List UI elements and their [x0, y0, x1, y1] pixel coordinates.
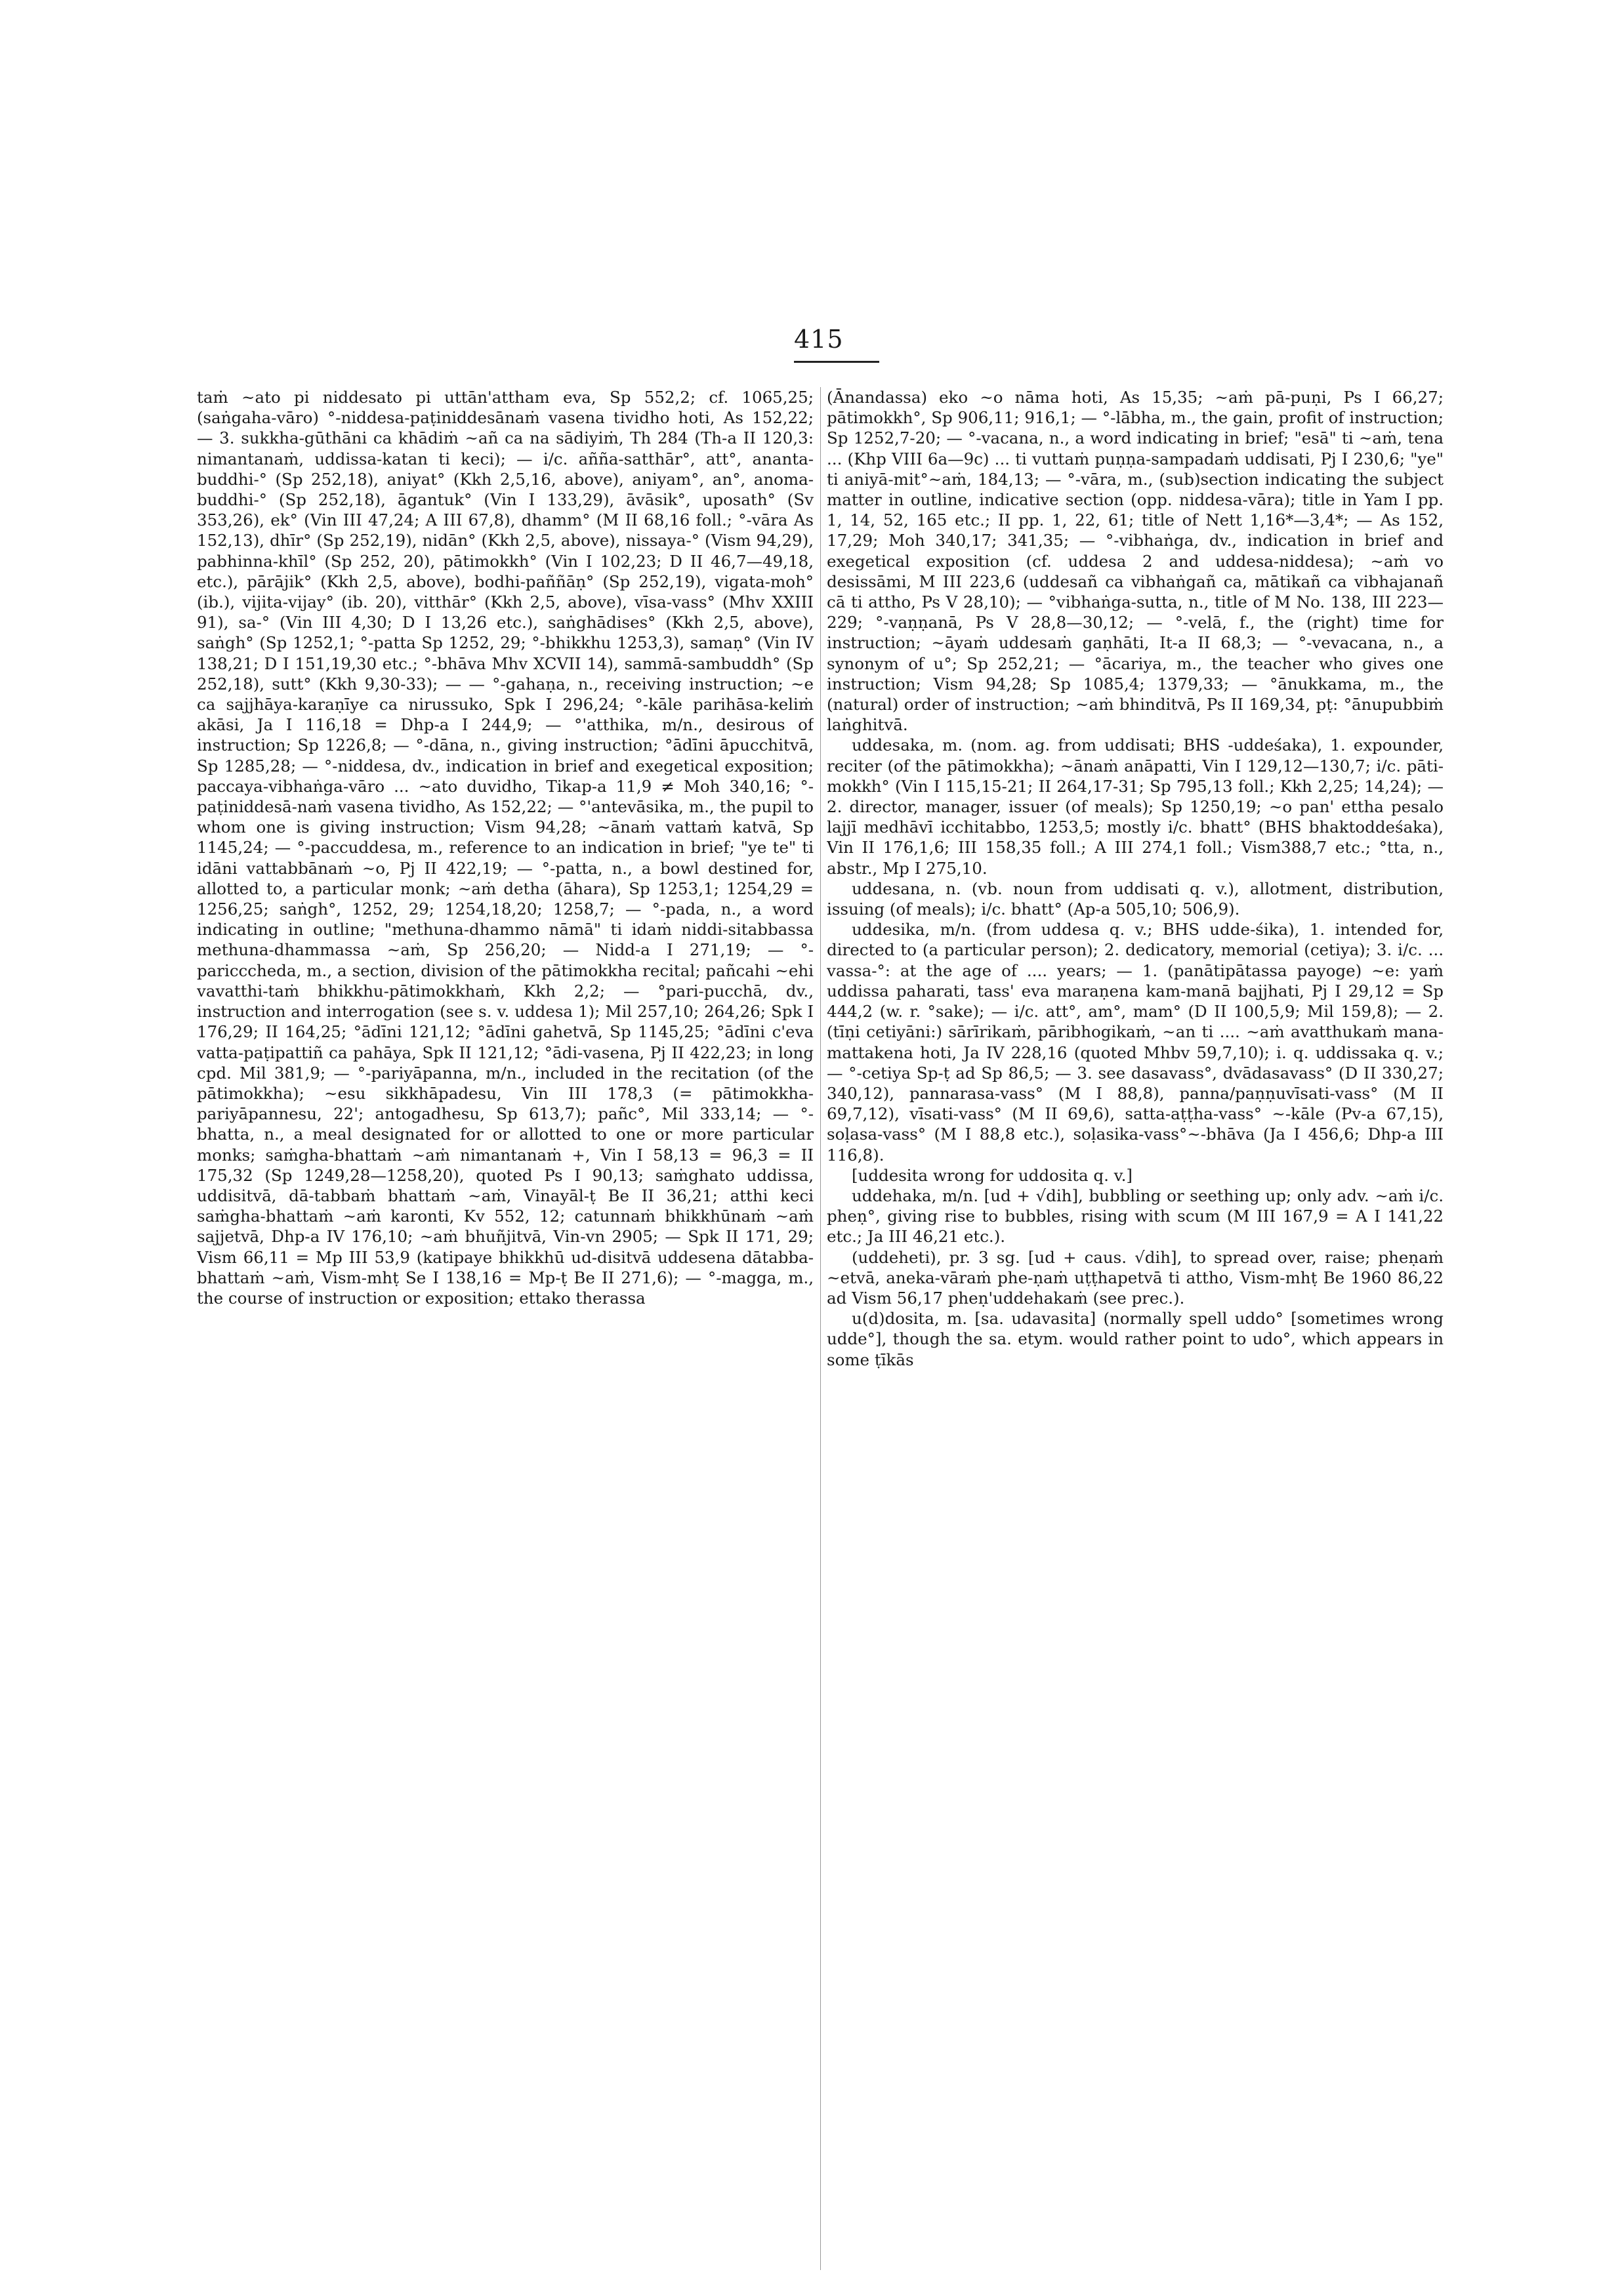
entry-uddehaka: uddehaka, m/n. [ud + √dih], bubbling or seething up; only adv. ~aṁ i/c. pheṇ°, giving rise to bubbles, rising with scum (M III 167,9 = A I 141,22 etc.; Ja III 46,21 etc.). — [827, 1186, 1444, 1247]
column-divider — [820, 387, 821, 2270]
entry-uddesita-note: [uddesita wrong for uddosita q. v.] — [852, 1165, 1133, 1185]
page-number: 415 — [794, 325, 844, 354]
entry-uddeheti: (uddeheti), pr. 3 sg. [ud + caus. √dih], to spread over, raise; pheṇaṁ ~etvā, aneka-vāraṁ phe-ṇaṁ uṭṭhapetvā ti attho, Vism-mhṭ Be 1960 86,22 ad Vism 56,17 pheṇ'uddehakaṁ (see prec.). — [827, 1247, 1444, 1308]
entry-uddosita: u(d)dosita, m. [sa. udavasita] (normally spell uddo° [sometimes wrong udde°], though the sa. etym. would rather point to udo°, which appears in some ṭīkās — [827, 1309, 1444, 1369]
left-column — [197, 387, 814, 2270]
left-column-text: taṁ ~ato pi niddesato pi uttān'attham eva, Sp 552,2; cf. 1065,25; (saṅgaha-vāro) °-niddesa-paṭiniddesānaṁ vasena tividho hoti, As 152,22; — 3. sukkha-gūthāni ca khādiṁ ~añ ca na sādiyiṁ, Th 284 (Th-a II 120,3: nimantanaṁ, uddissa-katan ti keci); — i/c. añña-satthār°, att°, ananta-buddhi-° (Sp 252,18), aniyat° (Kkh 2,5,16, above), aniyam°, an°, anoma-buddhi-° (Sp 252,18), āgantuk° (Vin I 133,29), āvāsik°, uposath° (Sv 353,26), ek° (Vin III 47,24; A III 67,8), dhamm° (M II 68,16 foll.; °-vāra As 152,13), dhīr° (Sp 252,19), nidān° (Kkh 2,5, above), nissaya-° (Vism 94,29), pabhinna-khīl° (Sp 252, 20), pātimokkh° (Vin I 102,23; D II 46,7—49,18, etc.), pārājik° (Kkh 2,5, above), bodhi-paññāṇ° (Sp 252,19), vigata-moh° (ib.), vijita-vijay° (ib. 20), vitthār° (Kkh 2,5, above), vīsa-vass° (Mhv XXIII 91), sa-° (Vin III 4,30; D I 13,26 etc.), saṅghādises° (Kkh 2,5, above), saṅgh° (Sp 1252,1; °-patta Sp 1252, 29; °-bhikkhu 1253,3), samaṇ° (Vin IV 138,21; D I 151,19,30 etc.; °-bhāva Mhv XCVII 14), sammā-sambuddh° (Sp 252,18), sutt° (Kkh 9,30-33); — — °-gahaṇa, n., receiving instruction; ~e ca sajjhāya-karaṇīye ca nirussuko, Spk I 296,24; °-kāle parihāsa-keliṁ akāsi, Ja I 116,18 = Dhp-a I 244,9; — °'atthika, m/n., desirous of instruction; Sp 1226,8; — °-dāna, n., giving instruction; °ādīni āpucchitvā, Sp 1285,28; — °-niddesa, dv., indication in brief and exegetical exposition; paccaya-vibhaṅga-vāro ... ~ato duvidho, Tikap-a 11,9 ≠ Moh 340,16; °-paṭiniddesā-naṁ vasena tividho, As 152,22; — °'antevāsika, m., the pupil to whom one is giving instruction; Vism 94,28; ~ānaṁ vattaṁ katvā, Sp 1145,24; — °-paccuddesa, m., reference to an indication in brief; "ye te" ti idāni vattabbānaṁ ~o, Pj II 422,19; — °-patta, n., a bowl destined for, allotted to, a particular monk; ~aṁ detha (āhara), Sp 1253,1; 1254,29 = 1256,25; saṅgh°, 1252, 29; 1254,18,20; 1258,7; — °-pada, n., a word indicating in outline; "methuna-dhammo nāmā" ti idaṁ niddi-sitabbassa methuna-dhammassa ~aṁ, Sp 256,20; — Nidd-a I 271,19; — °-paricccheda, m., a section, division of the pātimokkha recital; pañcahi ~ehi vavatthi-taṁ bhikkhu-pātimokkhaṁ, Kkh 2,2; — °pari-pucchā, dv., instruction and interrogation (see s. v. uddesa 1); Mil 257,10; 264,26; Spk I 176,29; II 164,25; °ādīni 121,12; °ādīni gahetvā, Sp 1145,25; °ādīni c'eva vatta-paṭipattiñ ca pahāya, Spk II 121,12; °ādi-vasena, Pj II 422,23; in long cpd. Mil 381,9; — °-pariyāpanna, m/n., included in the recitation (of the pātimokkha); ~esu sikkhāpadesu, Vin III 178,3 (= pātimokkha-pariyāpannesu, 22'; antogadhesu, Sp 613,7); pañc°, Mil 333,14; — °-bhatta, n., a meal designated for or allotted to one or more particular monks; saṁgha-bhattaṁ ~aṁ nimantanaṁ +, Vin I 58,13 = 96,3 = II 175,32 (Sp 1249,28—1258,20), quoted Ps I 90,13; saṁghato uddissa, uddisitvā, dā-tabbaṁ bhattaṁ ~aṁ, Vinayāl-ṭ Be II 36,21; atthi keci saṁgha-bhattaṁ ~aṁ karonti, Kv 552, 12; catunnaṁ bhikkhūnaṁ ~aṁ sajjetvā, Dhp-a IV 176,10; ~aṁ bhuñjitvā, Vin-vn 2905; — Spk II 171, 29; Vism 66,11 = Mp III 53,9 (katipaye bhikkhū ud-disitvā uddesena dātabba-bhattaṁ ~aṁ, Vism-mhṭ Se I 138,16 = Mp-ṭ Be II 271,6); — °-magga, m., the course of instruction or exposition; ettako therassa — [197, 388, 814, 1308]
entry-uddesa-continued: (Ānandassa) eko ~o nāma hoti, As 15,35; ~aṁ pā-puṇi, Ps I 66,27; pātimokkh°, Sp 906,11; 916,1; — °-lābha, m., the gain, profit of instruction; Sp 1252,7-20; — °-vacana, n., a word indicating in brief; "esā" ti ~aṁ, tena ... (Khp VIII 6a—9c) ... ti vuttaṁ puṇṇa-sampadaṁ uddisati, Pj I 230,6; "ye" ti aniyā-mit°~aṁ, 184,13; — °-vāra, m., (sub)section indicating the subject matter in outline, indicative section (opp. niddesa-vāra); title in Yam I pp. 1, 14, 52, 165 etc.; II pp. 1, 22, 61; title of Nett 1,16*—3,4*; — As 152, 17,29; Moh 340,17; 341,35; — °-vibhaṅga, dv., indication in brief and exegetical exposition (cf. uddesa 2 and uddesa-niddesa); ~aṁ vo desissāmi, M III 223,6 (uddesañ ca vibhaṅgañ ca, mātikañ ca vibhajanañ cā ti attho, Ps V 28,10); — °vibhaṅga-sutta, n., title of M No. 138, III 223—229; °-vaṇṇanā, Ps V 28,8—30,12; — °-velā, f., the (right) time for instruction; ~āyaṁ uddesaṁ gaṇhāti, It-a II 68,3; — °-vevacana, n., a synonym of u°; Sp 252,21; — °ācariya, m., the teacher who gives one instruction; Vism 94,28; Sp 1085,4; 1379,33; — °ānukkama, m., the (natural) order of instruction; ~aṁ bhinditvā, Ps II 169,34, pṭ: °ānupubbiṁ laṅghitvā. — [827, 388, 1444, 735]
page-number-rule — [794, 361, 879, 363]
entry-uddesika: uddesika, m/n. (from uddesa q. v.; BHS udde-śika), 1. intended for, directed to (a particular person); 2. dedicatory, memorial (cetiya); 3. i/c. ... vassa-°: at the age of .... years; — 1. (panātipātassa payoge) ~e: yaṁ uddissa paharati, tass' eva maraṇena kam-manā bajjhati, Pj I 29,12 = Sp 444,2 (w. r. °sake); — i/c. att°, am°, mam° (D II 100,5,9; Mil 159,8); — 2. (tīṇi cetiyāni:) sārīrikaṁ, pāribhogikaṁ, ~an ti .... ~aṁ avatthukaṁ mana-mattakena hoti, Ja IV 228,16 (quoted Mhbv 59,7,10); i. q. uddissaka q. v.; — °-cetiya Sp-ṭ ad Sp 86,5; — 3. see dasavass°, dvādasavass° (D II 330,27; 340,12), pannarasa-vass° (M I 88,8), panna/paṇṇuvīsati-vass° (M II 69,7,12), vīsati-vass° (M II 69,6), satta-aṭṭha-vass° ~-kāle (Pv-a 67,15), soḷasa-vass° (M I 88,8 etc.), soḷasika-vass°~-bhāva (Ja I 456,6; Dhp-a III 116,8). — [827, 920, 1444, 1165]
entry-uddesaka: uddesaka, m. (nom. ag. from uddisati; BHS -uddeśaka), 1. expounder, reciter (of the pātimokkha); ~ānaṁ anāpatti, Vin I 129,12—130,7; i/c. pāti-mokkh° (Vin I 115,15-21; II 264,17-31; Sp 795,13 foll.; Kkh 2,25; 14,24); — 2. director, manager, issuer (of meals); Sp 1250,19; ~o pan' ettha pesalo lajjī medhāvī icchitabbo, 1253,5; mostly i/c. bhatt° (BHS bhaktoddeśaka), Vin II 176,1,6; III 158,35 foll.; A III 274,1 foll.; Vism388,7 etc.; °tta, n., abstr., Mp I 275,10. — [827, 735, 1444, 878]
right-column — [827, 387, 1444, 2270]
entry-uddesana: uddesana, n. (vb. noun from uddisati q. v.), allotment, distribution, issuing (of meals); i/c. bhatt° (Ap-a 505,10; 506,9). — [827, 879, 1444, 919]
